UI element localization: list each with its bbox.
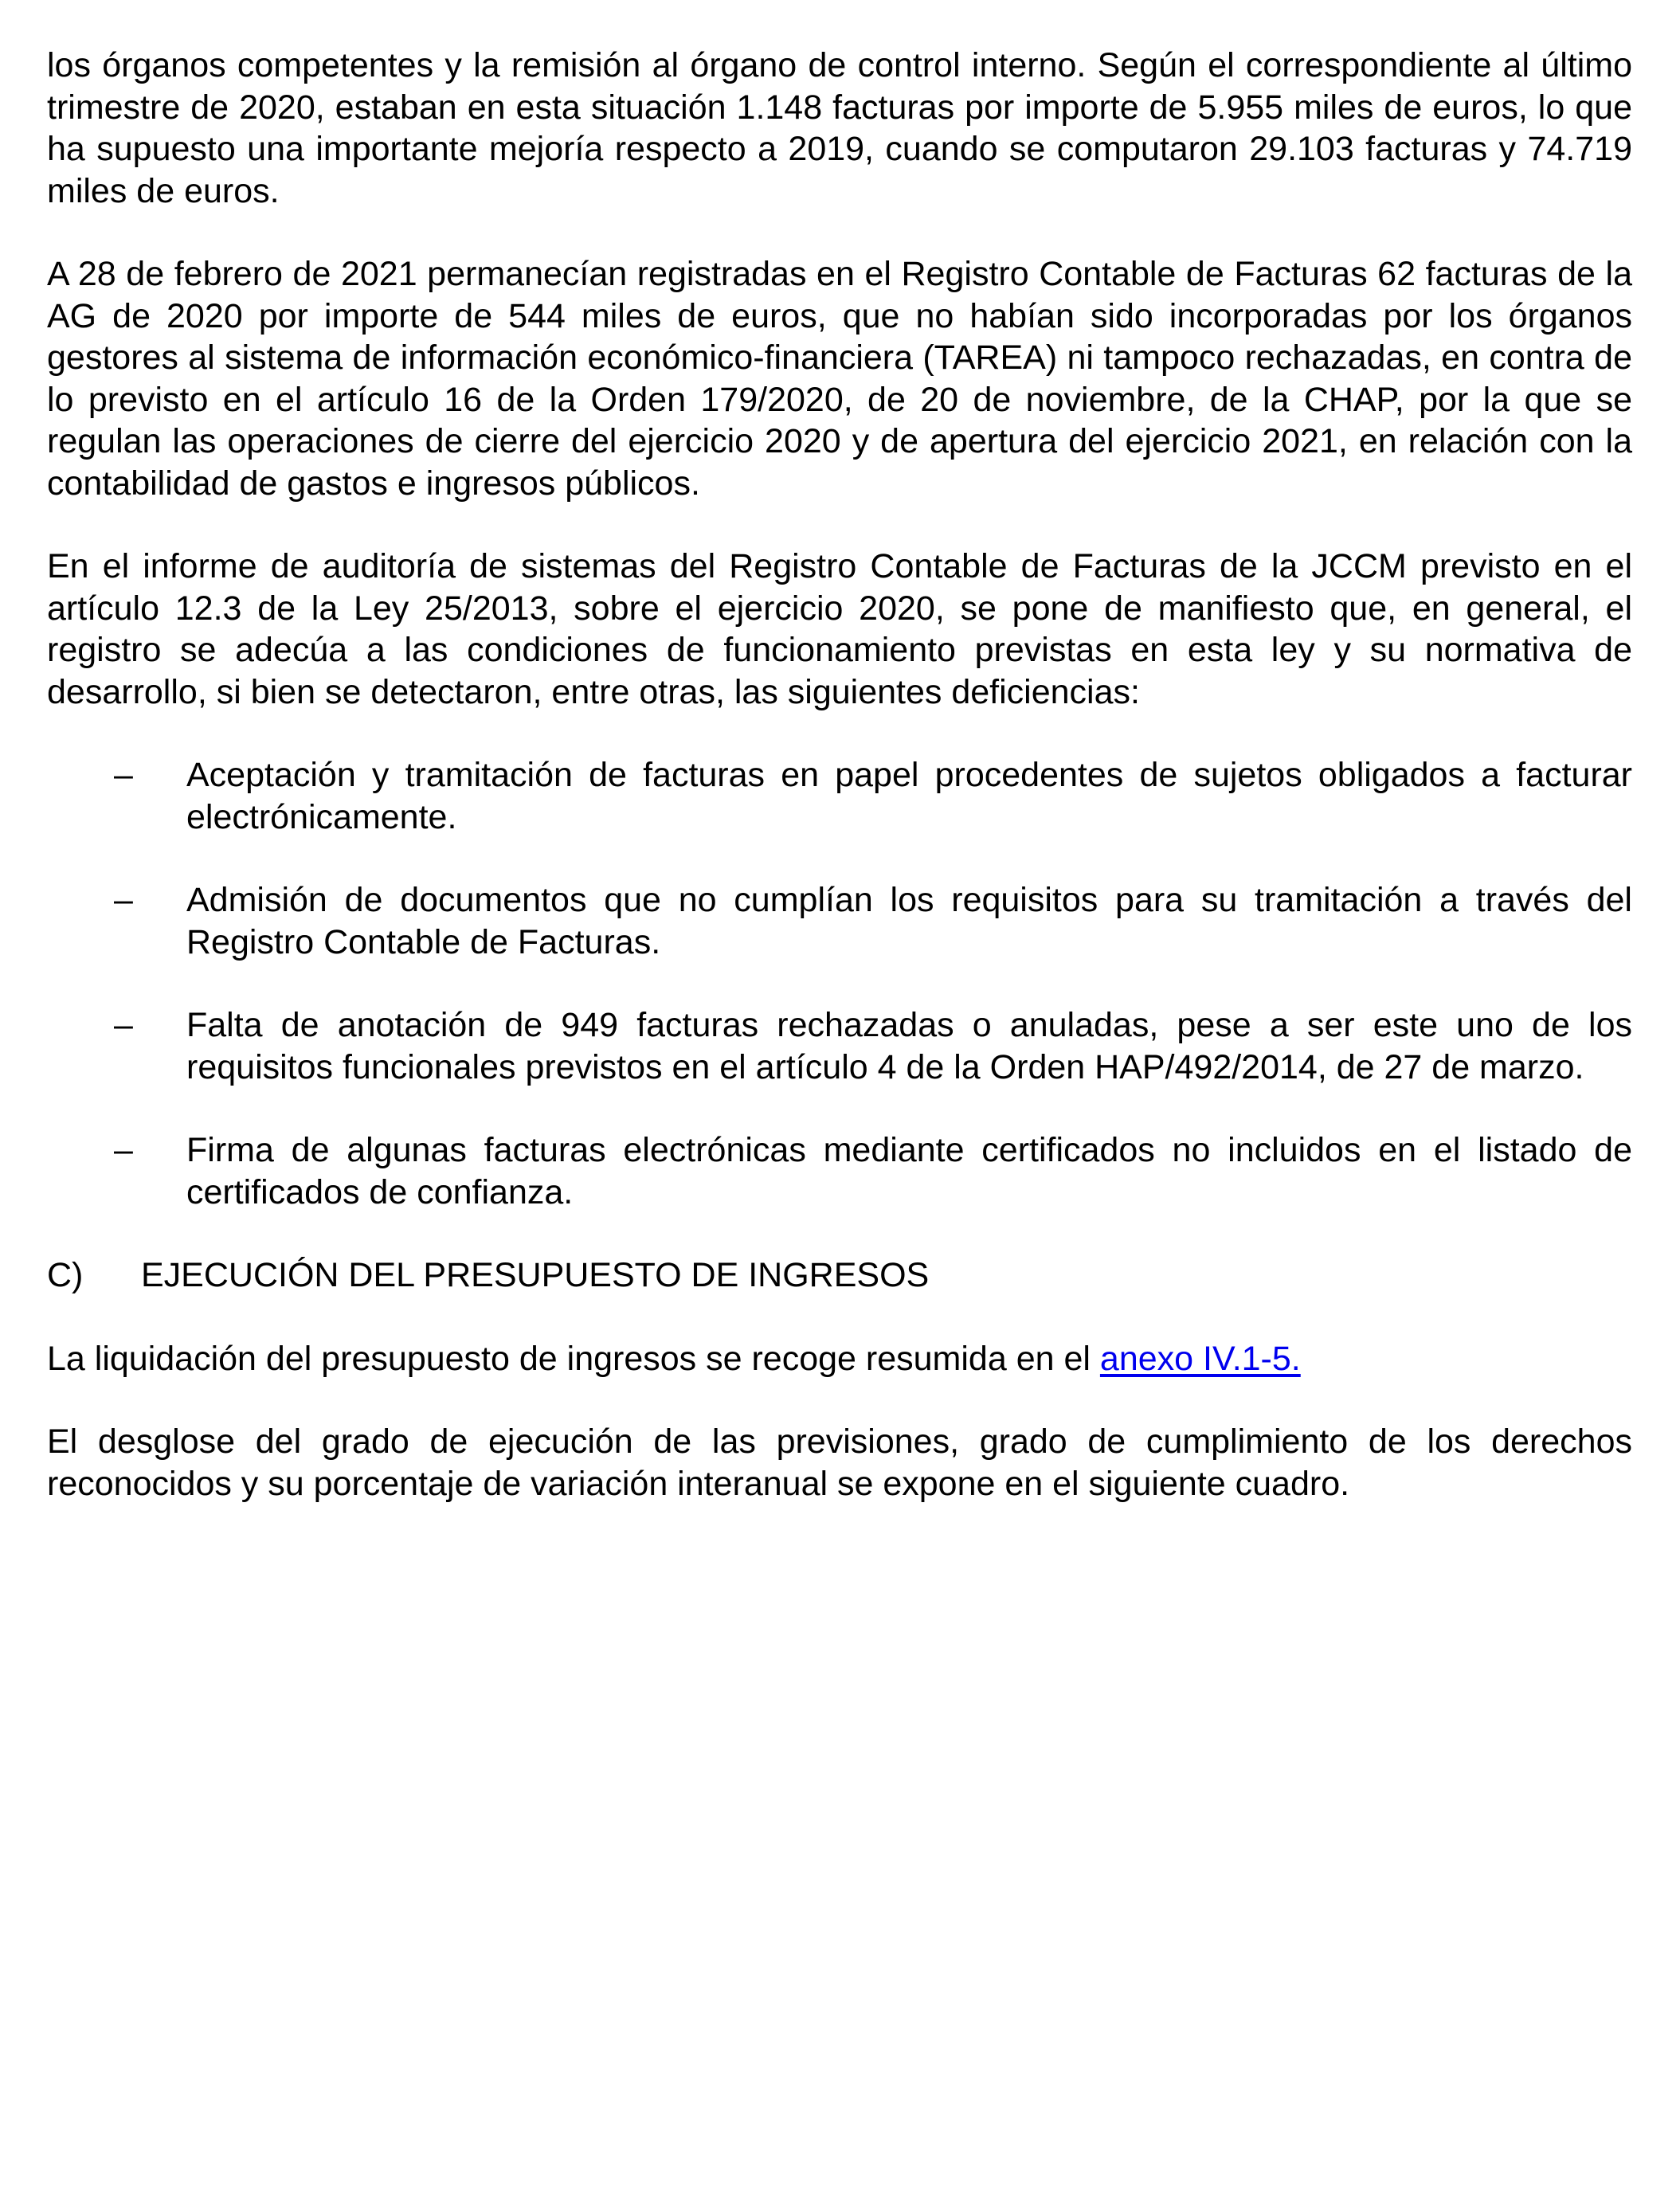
dash-bullet-icon: – [114,881,133,919]
annex-reference-text: La liquidación del presupuesto de ingresos se recoge resumida en el [47,1339,1100,1378]
dash-bullet-icon: – [114,756,133,794]
paragraph-invoices-registered: A 28 de febrero de 2021 permanecían registradas en el Registro Contable de Facturas 62 facturas de la AG de 2020 por importe de 544 miles de euros, que no habían sido incorporadas por los órganos gestores al sistema de información económico-financiera (TAREA) ni tampoco rechazadas, en contra de lo previsto en el artículo 16 de la Orden 179/2020, de 20 de noviembre, de la CHAP, por la que se regulan las operaciones de cierre del ejercicio 2020 y de apertura del ejercicio 2021, en relación con la contabilidad de gastos e ingresos públicos. [47,255,1632,503]
dash-bullet-icon: – [114,1131,133,1169]
list-item [47,879,1632,963]
annex-link[interactable]: anexo IV.1-5. [1099,1339,1301,1378]
list-item [47,754,1632,838]
section-heading [47,1254,1632,1297]
paragraph-annex-reference [47,1338,1632,1380]
list-item [47,1004,1632,1088]
paragraph-breakdown: El desglose del grado de ejecución de las previsiones, grado de cumplimiento de los derechos reconocidos y su porcentaje de variación interanual se expone en el siguiente cuadro. [47,1422,1632,1503]
deficiencies-list [47,754,1632,1213]
dash-bullet-icon: – [114,1006,133,1044]
section-title: EJECUCIÓN DEL PRESUPUESTO DE INGRESOS [141,1256,930,1294]
document-page [47,45,1632,1505]
list-item [47,1129,1632,1213]
list-item-text: Aceptación y tramitación de facturas en papel procedentes de sujetos obligados a facturar electrónicamente. [186,756,1632,836]
list-item-text: Firma de algunas facturas electrónicas mediante certificados no incluidos en el listado de certificados de confianza. [186,1131,1632,1211]
paragraph-invoices-pending: los órganos competentes y la remisión al órgano de control interno. Según el correspondiente al último trimestre de 2020, estaban en esta situación 1.148 facturas por importe de 5.955 miles de euros, lo que ha supuesto una importante mejoría respecto a 2019, cuando se computaron 29.103 facturas y 74.719 miles de euros. [47,46,1632,210]
list-item-text: Falta de anotación de 949 facturas rechazadas o anuladas, pese a ser este uno de los requisitos funcionales previstos en el artículo 4 de la Orden HAP/492/2014, de 27 de marzo. [186,1006,1632,1086]
list-item-text: Admisión de documentos que no cumplían los requisitos para su tramitación a través del Registro Contable de Facturas. [186,881,1632,961]
paragraph-audit-report: En el informe de auditoría de sistemas del Registro Contable de Facturas de la JCCM previsto en el artículo 12.3 de la Ley 25/2013, sobre el ejercicio 2020, se pone de manifiesto que, en general, el registro se adecúa a las condiciones de funcionamiento previstas en esta ley y su normativa de desarrollo, si bien se detectaron, entre otras, las siguientes deficiencias: [47,547,1632,711]
section-letter: C) [47,1256,84,1294]
